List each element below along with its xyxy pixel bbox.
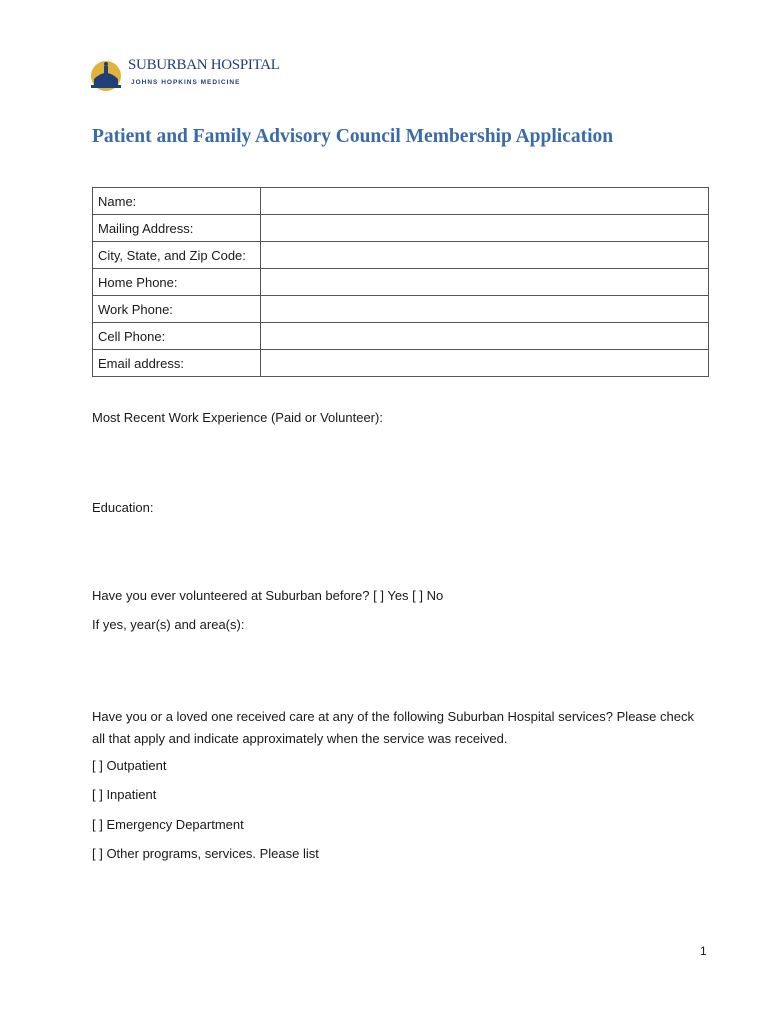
table-row	[93, 242, 709, 269]
cell-phone-field[interactable]	[261, 323, 709, 350]
table-row	[93, 323, 709, 350]
work-experience-label: Most Recent Work Experience (Paid or Volunteer):	[92, 410, 383, 425]
city-state-zip-field[interactable]	[261, 242, 709, 269]
service-other-programs[interactable]: [ ] Other programs, services. Please list	[92, 846, 319, 861]
name-field[interactable]	[261, 188, 709, 215]
service-emergency-department[interactable]: [ ] Emergency Department	[92, 817, 244, 832]
mailing-address-label: Mailing Address:	[93, 215, 261, 242]
home-phone-label: Home Phone:	[93, 269, 261, 296]
logo-subtitle: JOHNS HOPKINS MEDICINE	[131, 79, 241, 86]
table-row	[93, 188, 709, 215]
work-phone-label: Work Phone:	[93, 296, 261, 323]
hospital-logo	[88, 52, 280, 96]
email-label: Email address:	[93, 350, 261, 377]
services-question: Have you or a loved one received care at any of the following Suburban Hospital services? Please check all that apply and indicate approximately when the service was received.	[92, 709, 694, 746]
table-row	[93, 215, 709, 242]
table-row	[93, 296, 709, 323]
name-label: Name:	[93, 188, 261, 215]
cell-phone-label: Cell Phone:	[93, 323, 261, 350]
table-row	[93, 350, 709, 377]
home-phone-field[interactable]	[261, 269, 709, 296]
city-state-zip-label: City, State, and Zip Code:	[93, 242, 261, 269]
mailing-address-field[interactable]	[261, 215, 709, 242]
table-row	[93, 269, 709, 296]
volunteer-question: Have you ever volunteered at Suburban before? [ ] Yes [ ] No	[92, 588, 444, 603]
contact-info-table	[92, 187, 709, 377]
service-inpatient[interactable]: [ ] Inpatient	[92, 787, 157, 802]
service-outpatient[interactable]: [ ] Outpatient	[92, 758, 167, 773]
page-number: 1	[700, 944, 707, 958]
page-title: Patient and Family Advisory Council Membership Application	[92, 126, 614, 147]
volunteer-followup: If yes, year(s) and area(s):	[92, 617, 245, 632]
email-field[interactable]	[261, 350, 709, 377]
logo-name: SUBURBAN HOSPITAL	[128, 57, 280, 73]
education-label: Education:	[92, 500, 154, 515]
dome-emblem-icon	[88, 52, 128, 96]
work-phone-field[interactable]	[261, 296, 709, 323]
